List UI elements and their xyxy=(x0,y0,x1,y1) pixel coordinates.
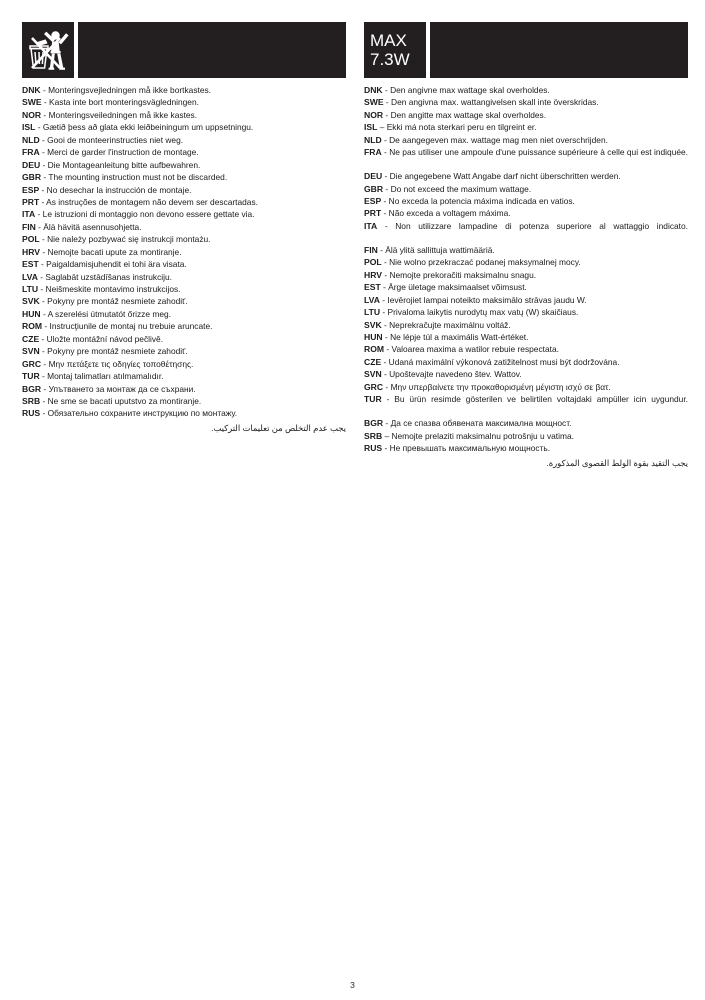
language-separator: - xyxy=(41,97,50,108)
language-line xyxy=(22,346,346,358)
language-code: ESP xyxy=(22,184,40,195)
left-column xyxy=(22,22,346,435)
language-text: Kasta inte bort monteringsvägledningen. xyxy=(49,97,199,108)
language-code: GRC xyxy=(364,381,384,392)
language-text: Μην πετάξετε τις οδηγίες τοποθέτησης. xyxy=(48,358,194,369)
language-code: POL xyxy=(364,257,382,268)
language-separator: - xyxy=(381,134,390,145)
right-header-black-bar xyxy=(430,22,688,78)
language-code: SVN xyxy=(364,369,382,380)
language-text: Do not exceed the maximum wattage. xyxy=(390,183,532,194)
language-separator: - xyxy=(381,319,390,330)
language-code: TUR xyxy=(22,371,40,382)
language-line xyxy=(22,384,346,396)
language-separator: - xyxy=(381,147,390,158)
language-code: SRB xyxy=(364,430,383,441)
language-line xyxy=(364,245,688,257)
language-code: CZE xyxy=(22,333,40,344)
language-code: ITA xyxy=(364,220,378,231)
language-line xyxy=(22,371,346,383)
language-code: POL xyxy=(22,234,40,245)
language-separator: - xyxy=(40,246,48,257)
language-code: DNK xyxy=(22,85,41,95)
language-separator: - xyxy=(39,371,48,382)
language-text: Die Montageanleitung bitte aufbewahren. xyxy=(47,159,201,170)
language-separator: - xyxy=(381,196,389,207)
language-separator: - xyxy=(37,271,46,282)
language-text: Instrucţiunile de montaj nu trebuie aruncate. xyxy=(49,321,213,332)
language-code: NLD xyxy=(22,134,40,145)
language-line xyxy=(364,418,688,430)
language-line xyxy=(22,321,346,333)
language-code: SVK xyxy=(364,319,382,330)
language-code: NOR xyxy=(364,109,384,120)
language-separator: - xyxy=(384,344,392,355)
language-code: LTU xyxy=(364,307,381,318)
language-text: Montaj talimatları atılmamalıdır. xyxy=(47,371,164,382)
language-separator: - xyxy=(40,395,48,406)
language-text: Neprekračujte maximálnu voltáž. xyxy=(389,319,511,330)
language-code: ISL xyxy=(22,122,36,133)
language-separator: - xyxy=(382,269,390,280)
language-code: ROM xyxy=(22,321,43,332)
language-separator: - xyxy=(39,184,47,195)
language-code: GBR xyxy=(364,183,384,194)
language-text: Paigaldamisjuhendit ei tohi ära visata. xyxy=(46,259,187,270)
language-line xyxy=(22,284,346,296)
language-line xyxy=(364,382,688,394)
language-text: The mounting instruction must not be discarded. xyxy=(48,172,228,183)
language-line xyxy=(364,135,688,147)
language-code: FIN xyxy=(22,221,36,232)
language-text: Упътването за монтаж да се съхрани. xyxy=(48,383,196,394)
language-text: Udaná maximální výkonová zatižitelnost musi být dodržována. xyxy=(388,356,620,367)
language-line xyxy=(22,97,346,109)
language-text: Ievērojiet lampai noteikto maksimālo strāvas jaudu W. xyxy=(387,294,587,305)
language-code: ESP xyxy=(364,196,382,207)
language-separator: - xyxy=(41,172,49,183)
language-code: FRA xyxy=(364,147,382,158)
language-separator: - xyxy=(383,183,391,194)
language-code: SWE xyxy=(22,97,42,108)
right-header-band xyxy=(364,22,688,78)
language-line xyxy=(364,431,688,443)
language-text: Non utilizzare lampadine di potenza superiore al wattaggio indicato. xyxy=(395,220,688,231)
language-text: A szerelési útmutatót őrizze meg. xyxy=(47,308,171,319)
language-text: Uložte montážní návod pečlivě. xyxy=(46,333,164,344)
language-line xyxy=(22,272,346,284)
language-separator: - xyxy=(39,196,47,207)
language-text: Ekki má nota sterkari peru en tilgreint er. xyxy=(386,122,537,133)
language-line xyxy=(22,197,346,209)
language-separator: - xyxy=(383,381,391,392)
language-separator: - xyxy=(377,220,396,231)
right-language-list xyxy=(364,85,688,455)
language-text: Bu ürün resimde gösterilen ve belirtilen voltajdaki ampüller icin uygundur. xyxy=(394,394,688,405)
language-code: NOR xyxy=(22,109,42,120)
language-code: LVA xyxy=(364,294,380,305)
language-code: HUN xyxy=(364,331,383,342)
language-line xyxy=(22,122,346,134)
language-code: GRC xyxy=(22,358,42,369)
language-line xyxy=(364,332,688,344)
language-text: Nemojte prelaziti maksimalnu potrošnju u vatima. xyxy=(391,430,574,441)
language-text: Обязательно сохраните инструкцию по монтажу. xyxy=(47,408,238,419)
page-number: 3 xyxy=(350,980,355,990)
language-code: HUN xyxy=(22,308,41,319)
language-line xyxy=(364,97,688,109)
language-line xyxy=(364,357,688,369)
language-text: Pokyny pre montáž nesmiete zahodiť. xyxy=(47,346,188,357)
language-code: DEU xyxy=(364,171,383,182)
language-text: Ärge ületage maksimaalset võimsust. xyxy=(388,282,527,293)
language-separator: - xyxy=(39,346,48,357)
language-text: Die angegebene Watt Angabe darf nicht überschritten werden. xyxy=(389,171,621,182)
language-line xyxy=(364,282,688,294)
language-separator: - xyxy=(381,208,389,219)
language-line xyxy=(22,209,346,221)
language-text: As instruções de montagem não devem ser descartadas. xyxy=(46,196,258,207)
language-separator: - xyxy=(382,331,391,342)
language-text: Den angitte max wattage skal overholdes. xyxy=(390,109,547,120)
language-separator: - xyxy=(35,221,44,232)
language-line xyxy=(22,110,346,122)
language-text: No exceda la potencia máxima indicada en vatios. xyxy=(388,196,575,207)
language-separator: - xyxy=(38,284,46,294)
language-separator: - xyxy=(381,257,390,268)
language-text: Nie należy pozbywać się instrukcji montażu. xyxy=(47,234,211,245)
language-line xyxy=(364,369,688,381)
language-code: CZE xyxy=(364,356,382,367)
language-code: EST xyxy=(364,282,381,293)
language-line xyxy=(22,408,346,420)
language-separator: - xyxy=(41,109,49,120)
language-line xyxy=(22,172,346,184)
language-line xyxy=(22,247,346,259)
language-code: DNK xyxy=(364,85,383,95)
language-line xyxy=(22,259,346,271)
language-code: ROM xyxy=(364,344,385,355)
language-text: Den angivne max wattage skal overholdes. xyxy=(390,85,550,95)
language-separator: – xyxy=(377,122,387,133)
language-separator: - xyxy=(39,333,47,344)
language-line xyxy=(364,147,688,170)
language-code: RUS xyxy=(22,408,41,419)
language-code: HRV xyxy=(22,246,40,257)
language-separator: - xyxy=(381,356,389,367)
max-wattage-value: 7.3W xyxy=(370,50,410,69)
language-code: SVK xyxy=(22,296,40,307)
language-text: Le istruzioni di montaggio non devono essere gettate via. xyxy=(42,209,255,220)
max-wattage-label: MAX xyxy=(370,31,407,50)
language-line xyxy=(22,147,346,159)
language-code: SWE xyxy=(364,97,384,108)
language-line xyxy=(364,122,688,134)
language-separator: - xyxy=(38,259,47,270)
language-separator: - xyxy=(381,369,390,380)
language-separator: - xyxy=(379,294,388,305)
language-separator: - xyxy=(35,209,43,220)
language-line xyxy=(364,344,688,356)
language-code: LTU xyxy=(22,284,39,294)
language-code: SRB xyxy=(22,395,41,406)
language-line xyxy=(364,171,688,183)
language-text: Nemojte prekoračiti maksimalnu snagu. xyxy=(389,269,537,280)
language-code: TUR xyxy=(364,394,382,405)
right-column xyxy=(364,22,688,470)
language-line xyxy=(364,208,688,220)
language-separator: - xyxy=(383,109,391,120)
language-separator: - xyxy=(383,97,392,108)
language-text: Gætið þess að glata ekki leiðbeiningum um uppsetningu. xyxy=(42,122,254,133)
language-line xyxy=(22,396,346,408)
language-separator: - xyxy=(41,383,49,394)
language-line xyxy=(22,135,346,147)
language-line xyxy=(364,110,688,122)
language-text: Ne lépje túl a maximális Watt-értéket. xyxy=(390,331,529,342)
language-separator: - xyxy=(41,358,49,369)
language-text: Älä ylitä sallittuja wattimääriä. xyxy=(385,244,495,255)
language-text: Gooi de monteerinstructies niet weg. xyxy=(47,134,184,145)
language-text: Nie wolno przekraczać podanej maksymalnej mocy. xyxy=(389,257,581,268)
language-line xyxy=(364,307,688,319)
language-code: FIN xyxy=(364,244,378,255)
language-code: DEU xyxy=(22,159,41,170)
language-separator: - xyxy=(40,308,48,319)
language-line xyxy=(364,85,688,97)
language-line xyxy=(364,196,688,208)
language-separator: - xyxy=(42,321,50,332)
language-line xyxy=(22,222,346,234)
language-line xyxy=(22,85,346,97)
language-separator: - xyxy=(39,296,48,307)
language-separator: - xyxy=(39,134,48,145)
language-text: Valoarea maxima a watilor rebuie respectata. xyxy=(391,344,559,355)
language-text: No desechar la instrucción de montaje. xyxy=(46,184,192,195)
language-code: ISL xyxy=(364,122,378,133)
language-line xyxy=(364,221,688,244)
language-text: Pokyny pre montáž nesmiete zahodiť. xyxy=(47,296,188,307)
language-line xyxy=(22,160,346,172)
language-code: PRT xyxy=(364,208,382,219)
left-header-black-bar xyxy=(78,22,346,78)
language-line xyxy=(22,359,346,371)
language-separator: - xyxy=(380,307,388,318)
language-line xyxy=(364,257,688,269)
language-line xyxy=(22,296,346,308)
language-code: SVN xyxy=(22,346,40,357)
language-text: Neišmeskite montavimo instrukcijos. xyxy=(45,284,181,294)
language-code: HRV xyxy=(364,269,382,280)
language-line xyxy=(364,184,688,196)
language-separator: - xyxy=(40,408,48,419)
language-text: Μην υπερβαίνετε την προκαθορισμένη μέγιστη ισχύ σε βατ. xyxy=(390,381,611,392)
language-text: Privaloma laikytis nurodytų max vatų (W) skaičiaus. xyxy=(387,307,579,318)
language-separator: - xyxy=(383,418,391,429)
language-separator: - xyxy=(382,171,390,182)
language-line xyxy=(364,394,688,417)
left-language-list xyxy=(22,85,346,420)
language-text: Den angivna max. wattangivelsen skall inte överskridas. xyxy=(391,97,599,108)
language-text: Monteringsveiledningen må ikke kastes. xyxy=(48,109,198,120)
language-code: GBR xyxy=(22,172,42,183)
language-text: Upoštevajte navedeno štev. Wattov. xyxy=(389,369,522,380)
language-code: NLD xyxy=(364,134,382,145)
language-separator: - xyxy=(39,234,48,245)
language-line xyxy=(364,320,688,332)
language-code: ITA xyxy=(22,209,36,220)
two-column-layout xyxy=(22,22,688,470)
language-separator: - xyxy=(380,282,389,293)
language-separator: - xyxy=(35,122,43,133)
language-text: Да се спазва обявената максимална мощност. xyxy=(390,418,572,429)
language-text: Monteringsvejledningen må ikke bortkastes. xyxy=(48,85,212,95)
language-code: BGR xyxy=(22,383,42,394)
language-separator: - xyxy=(377,244,386,255)
language-separator: - xyxy=(382,443,390,454)
language-line xyxy=(364,295,688,307)
language-line xyxy=(364,443,688,455)
language-text: Saglabāt uzstādīšanas instrukciju. xyxy=(45,271,173,282)
language-line xyxy=(22,334,346,346)
language-text: Älä hävitä asennusohjetta. xyxy=(43,221,142,232)
language-text: Merci de garder l'instruction de montage. xyxy=(47,147,199,158)
language-line xyxy=(22,309,346,321)
language-separator: - xyxy=(381,394,395,405)
language-code: FRA xyxy=(22,147,40,158)
language-separator: - xyxy=(40,159,48,170)
language-code: LVA xyxy=(22,271,38,282)
language-separator: - xyxy=(382,85,391,95)
language-text: De aangegeven max. wattage mag men niet overschrijden. xyxy=(389,134,608,145)
max-wattage-badge xyxy=(364,22,426,78)
language-line xyxy=(22,185,346,197)
language-text: Ne sme se bacati uputstvo za montiranje. xyxy=(47,395,202,406)
right-arabic-note: يجب التقيد بقوة الولط القصوى المذكورة. xyxy=(546,457,688,468)
language-code: RUS xyxy=(364,443,383,454)
language-separator: - xyxy=(39,147,48,158)
page-content xyxy=(22,22,688,470)
left-arabic-note: يجب عدم التخلص من تعليمات التركيب. xyxy=(211,422,346,433)
no-discard-instruction-icon xyxy=(22,22,74,78)
left-header-band xyxy=(22,22,346,78)
language-code: PRT xyxy=(22,196,40,207)
language-code: BGR xyxy=(364,418,384,429)
language-separator: - xyxy=(40,85,49,95)
language-separator: – xyxy=(382,430,392,441)
language-line xyxy=(22,234,346,246)
language-line xyxy=(364,270,688,282)
language-text: Não exceda a voltagem máxima. xyxy=(388,208,511,219)
language-text: Nemojte bacati upute za montiranje. xyxy=(47,246,182,257)
language-code: EST xyxy=(22,259,39,270)
language-text: Ne pas utiliser une ampoule d'une puissance supérieure à celle qui est indiquée. xyxy=(389,147,688,158)
language-text: Не превышать максимальную мощность. xyxy=(389,443,551,454)
